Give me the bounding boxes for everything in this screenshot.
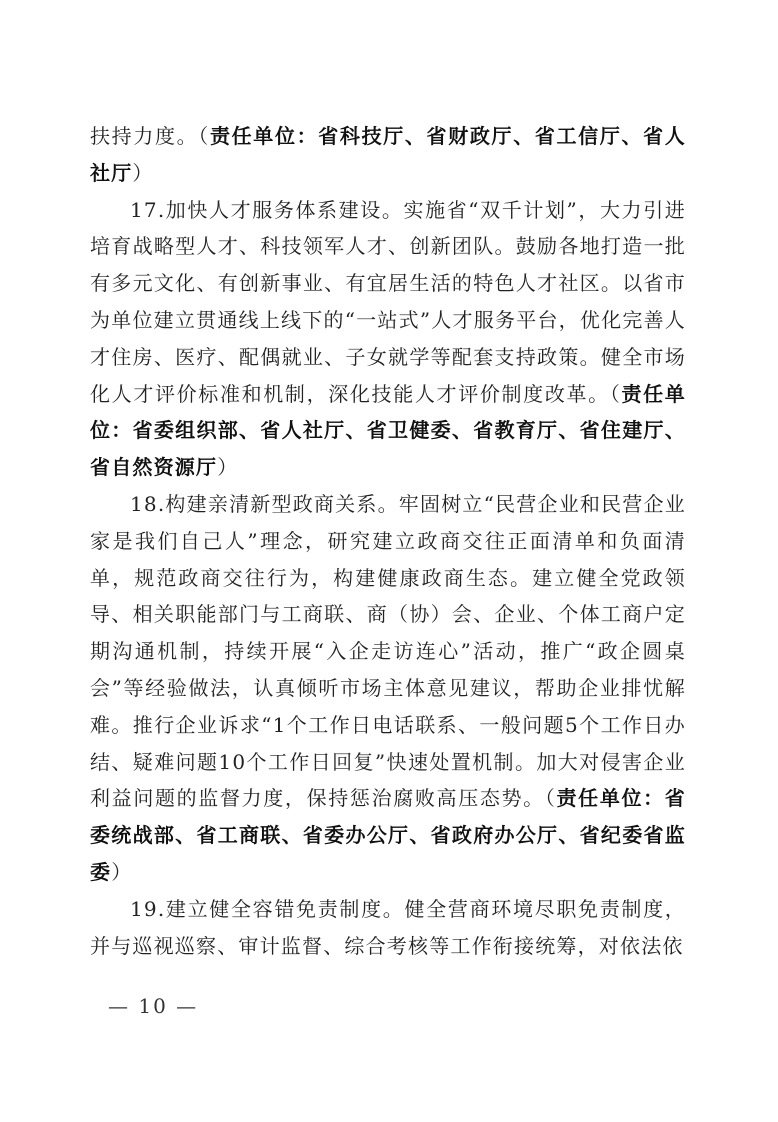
- paragraph-1-responsibility: 责任单位：省科技厅、省财政厅、省工信厅、省人社厅: [90, 124, 687, 185]
- paragraph-2-close-paren: ）: [217, 455, 239, 480]
- paragraph-2: [90, 192, 686, 486]
- paragraph-1-open-paren: （: [198, 124, 210, 148]
- page-number: — 10 —: [108, 994, 199, 1018]
- document-body: [90, 118, 686, 964]
- paragraph-3: [90, 486, 686, 891]
- paragraph-3-responsibility: 责任单位：省委统战部、省工商联、省委办公厅、省政府办公厅、省纪委省监委: [90, 786, 687, 884]
- paragraph-2-responsibility: 责任单位：省委组织部、省人社厅、省卫健委、省教育厅、省住建厅、省自然资源厅: [90, 381, 687, 480]
- paragraph-3-close-paren: ）: [111, 859, 133, 884]
- paragraph-1-text: 扶持力度。: [90, 124, 199, 148]
- paragraph-2-text: 17.加快人才服务体系建设。实施省“双千计划”，大力引进培育战略型人才、科技领军人才、创新团队。鼓励各地打造一批有多元文化、有创新事业、有宜居生活的特色人才社区。以省市为单位建立贯通线上线下的“一站式”人才服务平台，优化完善人才住房、医疗、配偶就业、子女就学等配套支持政策。健全市场化人才评价标准和机制，深化技能人才评价制度改革。: [90, 197, 686, 406]
- paragraph-2-open-paren: （: [609, 381, 622, 406]
- paragraph-3-text: 18.构建亲清新型政商关系。牢固树立“民营企业和民营企业家是我们自己人”理念，研究建立政商交往正面清单和负面清单，规范政商交往行为，构建健康政商生态。建立健全党政领导、相关职能部门与工商联、商（协）会、企业、个体工商户定期沟通机制，持续开展“入企走访连心”活动，推广“政企圆桌会”等经验做法，认真倾听市场主体意见建议，帮助企业排忧解难。推行企业诉求“1个工作日电话联系、一般问题5个工作日办结、疑难问题10个工作日回复”快速处置机制。加大对侵害企业利益问题的监督力度，保持惩治腐败高压态势。: [90, 491, 686, 811]
- paragraph-1: [90, 118, 686, 192]
- paragraph-4-text: 19.建立健全容错免责制度。健全营商环境尽职免责制度，并与巡视巡察、审计监督、综合考核等工作衔接统筹，对依法依: [90, 896, 686, 958]
- paragraph-4: [90, 891, 686, 965]
- paragraph-1-close-paren: ）: [132, 160, 154, 185]
- paragraph-3-open-paren: （: [544, 786, 557, 811]
